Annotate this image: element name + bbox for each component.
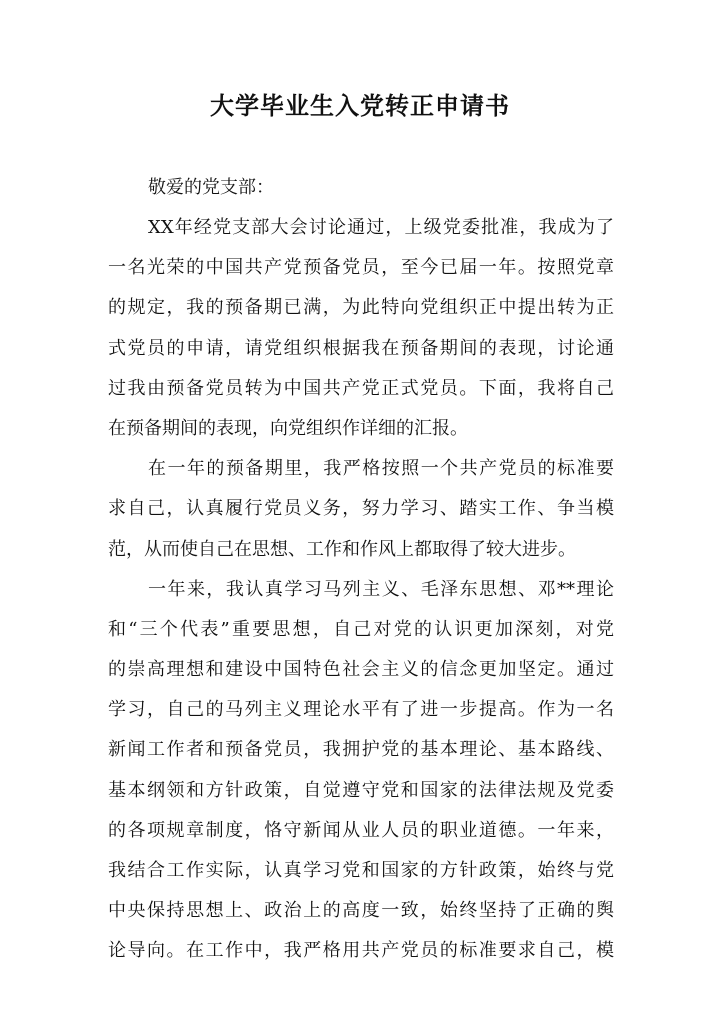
text-line: 求自己，认真履行党员义务，努力学习、踏实工作、争当模	[108, 498, 614, 520]
text-line: 范，从而使自己在思想、工作和作风上都取得了较大进步。	[108, 538, 576, 560]
text-line: 中央保持思想上、政治上的高度一致，始终坚持了正确的舆	[108, 900, 614, 922]
text-line: XX年经党支部大会讨论通过，上级党委批准，我成为了	[148, 217, 614, 238]
text-line: 我结合工作实际，认真学习党和国家的方针政策，始终与党	[108, 860, 614, 881]
salutation: 敬爱的党支部：	[148, 177, 274, 198]
paragraph	[108, 208, 614, 449]
text-line: 在一年的预备期里，我严格按照一个共产党员的标准要	[148, 458, 614, 480]
text-line: 一年来，我认真学习马列主义、毛泽东思想、邓**理论	[148, 578, 614, 600]
text-line: 一名光荣的中国共产党预备党员，至今已届一年。按照党章	[108, 257, 614, 279]
paragraph	[108, 570, 614, 972]
text-line: 的崇高理想和建设中国特色社会主义的信念更加坚定。通过	[108, 659, 614, 681]
text-line: 在预备期间的表现，向党组织作详细的汇报。	[108, 417, 468, 439]
document-title: 大学毕业生入党转正申请书	[210, 92, 510, 120]
text-line: 新闻工作者和预备党员，我拥护党的基本理论、基本路线、	[108, 739, 614, 761]
text-line: 论导向。在工作中，我严格用共产党员的标准要求自己，模	[108, 940, 614, 962]
text-line: 式党员的申请，请党组织根据我在预备期间的表现，讨论通	[108, 337, 614, 359]
text-line: 过我由预备党员转为中国共产党正式党员。下面，我将自己	[108, 377, 614, 399]
document-body	[108, 168, 614, 972]
text-line: 和“三个代表”重要思想，自己对党的认识更加深刻，对党	[108, 618, 614, 640]
text-line: 的规定，我的预备期已满，为此特向党组织正中提出转为正	[108, 297, 614, 319]
text-line: 学习，自己的马列主义理论水平有了进一步提高。作为一名	[108, 699, 614, 721]
paragraph	[108, 449, 614, 570]
text-line: 的各项规章制度，恪守新闻从业人员的职业道德。一年来，	[108, 819, 614, 841]
text-line: 基本纲领和方针政策，自觉遵守党和国家的法律法规及党委	[108, 779, 614, 801]
